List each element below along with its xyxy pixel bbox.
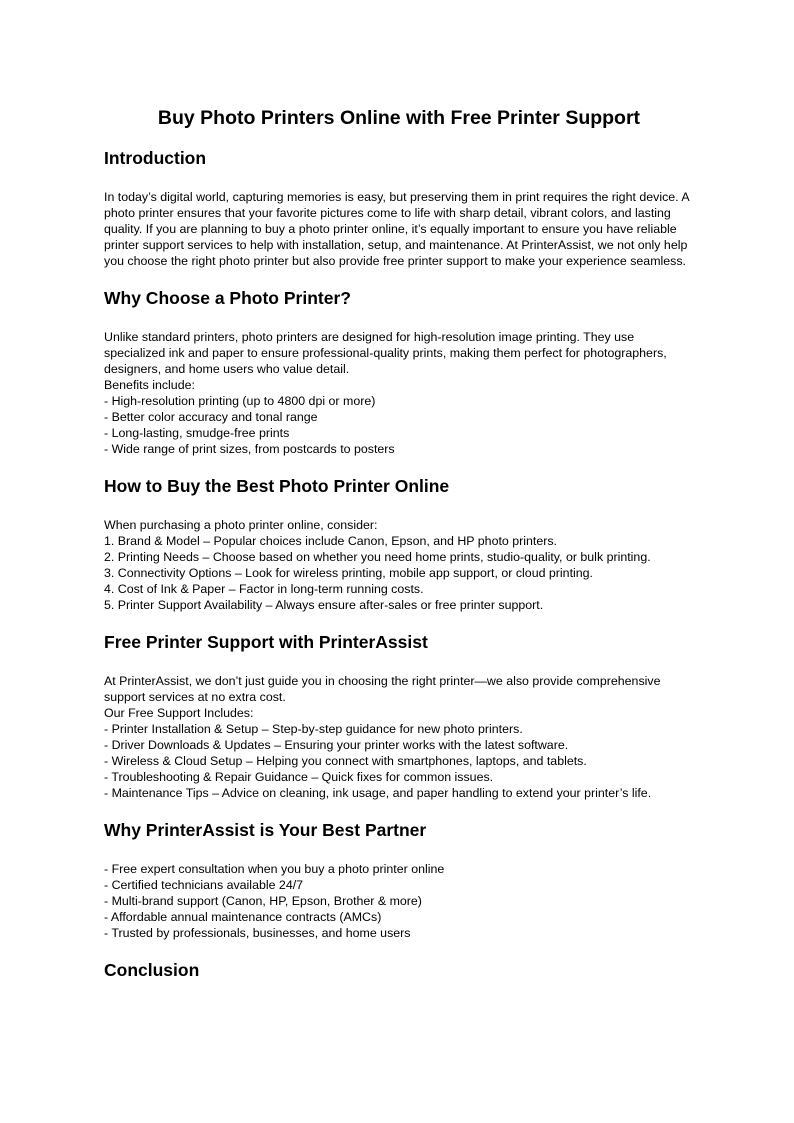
section-conclusion [104,959,694,981]
list-item: - Wireless & Cloud Setup – Helping you connect with smartphones, laptops, and tablets. [104,754,587,768]
list-item: - Printer Installation & Setup – Step-by-step guidance for new photo printers. [104,722,523,736]
section-heading: Why Choose a Photo Printer? [104,288,351,308]
list-item: 3. Connectivity Options – Look for wireless printing, mobile app support, or cloud printing. [104,566,593,580]
paragraph: Unlike standard printers, photo printers are designed for high-resolution image printing. They use specialized ink and paper to ensure professional-quality prints, making them perfect for photographers, designers, and home users who value detail. [104,330,667,376]
list-item: - Certified technicians available 24/7 [104,878,304,892]
list-item: - Driver Downloads & Updates – Ensuring your printer works with the latest software. [104,738,569,752]
list-item: Benefits include: [104,378,195,392]
section-body [104,329,694,457]
section-how-to-buy [104,475,694,613]
section-heading: Why PrinterAssist is Your Best Partner [104,820,427,840]
list-item: - High-resolution printing (up to 4800 dpi or more) [104,394,376,408]
list-item: 5. Printer Support Availability – Always ensure after-sales or free printer support. [104,598,544,612]
paragraph: In today’s digital world, capturing memories is easy, but preserving them in print requires the right device. A photo printer ensures that your favorite pictures come to life with sharp detail, vibrant colors, and lasting quality. If you are planning to buy a photo printer online, it’s equally important to ensure you have reliable printer support services to help with installation, setup, and maintenance. At PrinterAssist, we not only help you choose the right photo printer but also provide free printer support to make your experience seamless. [104,190,689,268]
document-page [104,106,694,981]
list-item: - Troubleshooting & Repair Guidance – Quick fixes for common issues. [104,770,494,784]
list-item: Our Free Support Includes: [104,706,254,720]
section-body [104,517,694,613]
section-body [104,189,694,269]
section-why-choose [104,287,694,457]
list-item: - Wide range of print sizes, from postcards to posters [104,442,395,456]
list-item: - Affordable annual maintenance contracts (AMCs) [104,910,382,924]
list-item: - Trusted by professionals, businesses, and home users [104,926,411,940]
list-item: - Better color accuracy and tonal range [104,410,318,424]
list-item: When purchasing a photo printer online, consider: [104,518,378,532]
section-introduction [104,147,694,269]
section-heading: Conclusion [104,960,200,980]
list-item: - Multi-brand support (Canon, HP, Epson, Brother & more) [104,894,422,908]
section-body [104,673,694,801]
section-body [104,861,694,941]
section-free-support [104,631,694,801]
paragraph: At PrinterAssist, we don’t just guide you in choosing the right printer—we also provide comprehensive support services at no extra cost. [104,674,661,704]
list-item: 2. Printing Needs – Choose based on whether you need home prints, studio-quality, or bulk printing. [104,550,651,564]
list-item: 1. Brand & Model – Popular choices include Canon, Epson, and HP photo printers. [104,534,557,548]
section-heading: Free Printer Support with PrinterAssist [104,632,428,652]
section-heading: Introduction [104,148,207,168]
section-heading: How to Buy the Best Photo Printer Online [104,476,450,496]
list-item: - Free expert consultation when you buy a photo printer online [104,862,445,876]
list-item: - Maintenance Tips – Advice on cleaning, ink usage, and paper handling to extend your printer’s life. [104,786,652,800]
list-item: 4. Cost of Ink & Paper – Factor in long-term running costs. [104,582,424,596]
list-item: - Long-lasting, smudge-free prints [104,426,290,440]
document-title: Buy Photo Printers Online with Free Printer Support [157,107,641,129]
section-best-partner [104,819,694,941]
